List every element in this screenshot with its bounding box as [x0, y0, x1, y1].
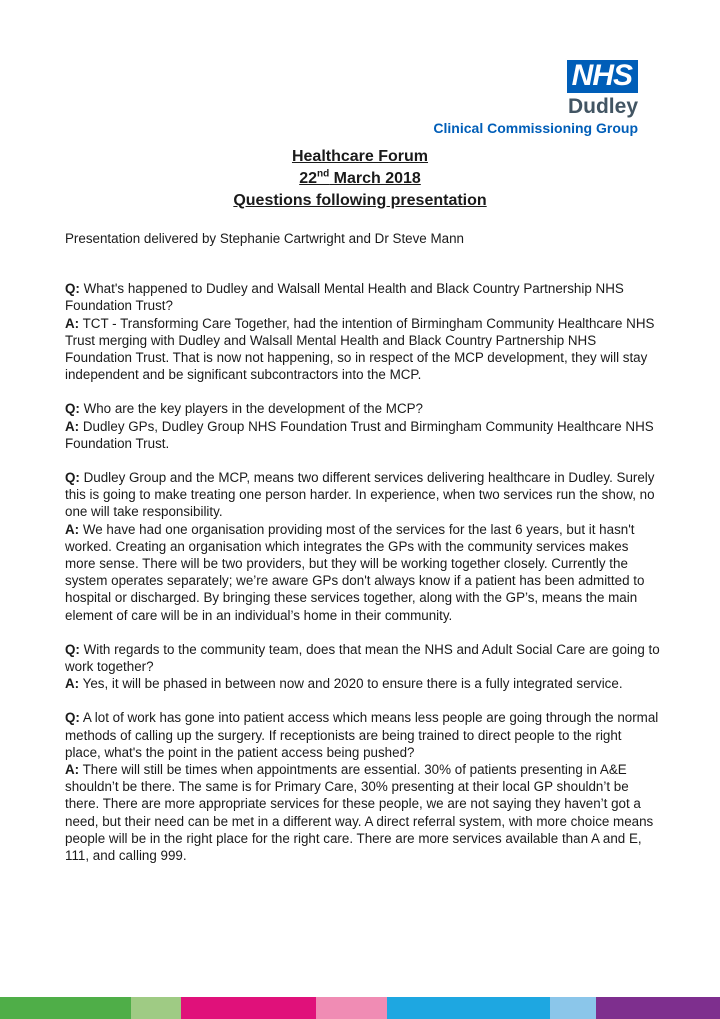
- intro-text: Presentation delivered by Stephanie Cartwright and Dr Steve Mann: [65, 231, 464, 246]
- answer: [65, 315, 660, 384]
- footer-segment: [131, 997, 181, 1019]
- logo-org-subtitle: Clinical Commissioning Group: [433, 120, 638, 136]
- qa-item: [65, 709, 660, 864]
- qa-item: [65, 400, 660, 452]
- nhs-logo-mark: NHS: [567, 60, 638, 93]
- answer: [65, 418, 660, 452]
- answer-label: A:: [65, 521, 80, 537]
- answer: [65, 761, 660, 864]
- answer-text: We have had one organisation providing most of the services for the last 6 years, but it hasn't worked. Creating an organisation which integrates the GPs with the community services makes more sense. There will be two providers, but they will be working together closely. Currently the system operates separately; we’re aware GPs don't always know if a patient has been admitted to hospital or discharged. By bringing these services together, along with the GP’s, means the main element of care will be in an individual’s home in their community.: [65, 521, 645, 623]
- question-text: Dudley Group and the MCP, means two different services delivering healthcare in Dudley. Surely this is going to make treating one person harder. In experience, when two services run the show, no one will take responsibility.: [65, 470, 655, 520]
- answer-label: A:: [65, 418, 80, 434]
- question: [65, 400, 660, 417]
- footer-segment: [0, 997, 131, 1019]
- document-body: [65, 230, 660, 881]
- answer-text: TCT - Transforming Care Together, had the intention of Birmingham Community Healthcare NHS Trust merging with Dudley and Walsall Mental Health and Black Country Partnership NHS Foundation Trust. That is now not happening, so in respect of the MCP development, they will stay independent and be significant subcontractors into the MCP.: [65, 315, 655, 383]
- answer-label: A:: [65, 315, 80, 331]
- title-date-day: 22: [299, 170, 317, 187]
- qa-item: [65, 641, 660, 693]
- qa-item: [65, 280, 660, 383]
- title-date-rest: March 2018: [329, 170, 421, 187]
- logo-org-name: Dudley: [567, 95, 638, 118]
- question: [65, 280, 660, 314]
- title-date-suffix: nd: [316, 168, 330, 180]
- answer-label: A:: [65, 676, 80, 692]
- answer-text: There will still be times when appointments are essential. 30% of patients presenting in A&E shouldn’t be there. The same is for Primary Care, 30% presenting at their local GP shouldn’t be there. There are more appropriate services for these people, we are not saying they haven’t got a need, but their need can be met in a different way. A direct referral system, with more choice means people will be in the right place for the right care. There are more services available than A and E, 111, and calling 999.: [65, 762, 654, 864]
- footer-segment: [181, 997, 316, 1019]
- answer-text: Dudley GPs, Dudley Group NHS Foundation Trust and Birmingham Community Healthcare NHS Foundation Trust.: [65, 418, 654, 451]
- title-line-1: Healthcare Forum: [291, 148, 429, 165]
- qa-item: [65, 469, 660, 624]
- question-label: Q:: [65, 470, 80, 486]
- answer: [65, 521, 660, 624]
- question: [65, 709, 660, 761]
- question-label: Q:: [65, 710, 80, 726]
- footer-segment: [316, 997, 387, 1019]
- question-label: Q:: [65, 401, 80, 417]
- question-text: A lot of work has gone into patient access which means less people are going through the normal methods of calling up the surgery. If receptionists are being trained to direct people to the right place, what's the point in the patient access being pushed?: [65, 710, 659, 760]
- question: [65, 469, 660, 521]
- question-text: With regards to the community team, does that mean the NHS and Adult Social Care are going to work together?: [65, 641, 660, 675]
- question-text: What's happened to Dudley and Walsall Mental Health and Black Country Partnership NHS Foundation Trust?: [65, 281, 624, 314]
- question-text: Who are the key players in the development of the MCP?: [79, 401, 424, 417]
- document-title: [0, 146, 720, 212]
- nhs-dudley-ccg-logo: [433, 60, 638, 137]
- footer-segment: [387, 997, 550, 1019]
- answer-text: Yes, it will be phased in between now and 2020 to ensure there is a fully integrated service.: [79, 676, 623, 692]
- footer-segment: [550, 997, 596, 1019]
- title-line-2: [0, 168, 720, 190]
- title-line-3: Questions following presentation: [233, 192, 487, 209]
- question-label: Q:: [65, 281, 80, 297]
- answer: [65, 675, 660, 692]
- footer-color-bar: [0, 997, 720, 1019]
- question: [65, 641, 660, 675]
- answer-label: A:: [65, 762, 80, 778]
- footer-segment: [596, 997, 720, 1019]
- question-label: Q:: [65, 641, 80, 657]
